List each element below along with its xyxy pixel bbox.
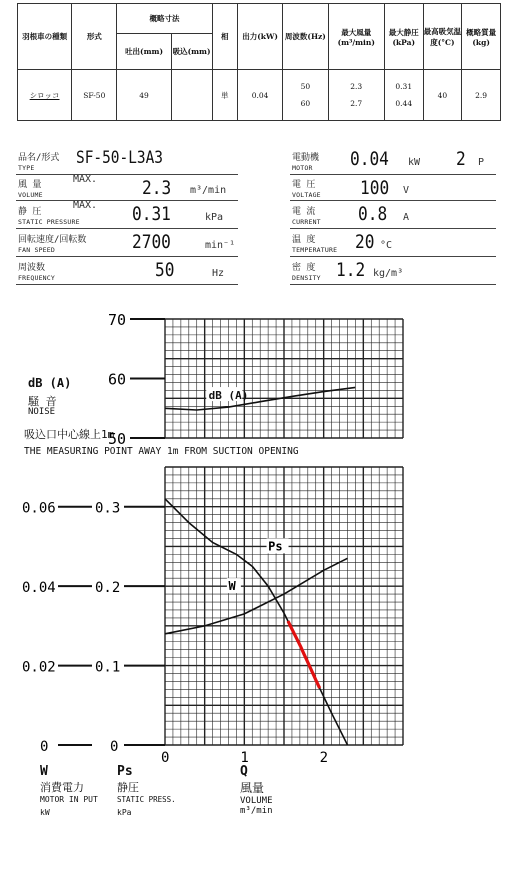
volume-unit: m³/min	[190, 185, 227, 196]
cell-phase: 単	[212, 70, 237, 121]
volume-label: 風 量 VOLUME	[18, 180, 43, 199]
noise-en-label: NOISE	[28, 407, 56, 417]
motor-poles-unit: P	[478, 157, 485, 168]
ps-curve	[165, 499, 348, 745]
header-discharge: 吐出(mm)	[117, 34, 171, 70]
db-axis-label: dB (A)	[28, 376, 72, 390]
header-output: 出力(kW)	[237, 4, 282, 70]
header-impeller-type: 羽根車の種類	[18, 4, 72, 70]
motor-label: 電動機 MOTOR	[292, 153, 320, 172]
ps-axis-legend: Ps 静圧 STATIC PRESS. kPa	[117, 764, 176, 817]
db-tick-label: 60	[108, 370, 127, 389]
w-tick-label: 0.06	[22, 500, 56, 517]
cell-impeller-type: シロッコ	[18, 70, 72, 121]
w-curve	[165, 558, 348, 634]
cell-max-intake-temp: 40	[423, 70, 462, 121]
motor-unit: kW	[408, 157, 421, 168]
noise-jp-label: 騒 音	[28, 395, 57, 408]
type-label: 品名/形式 TYPE	[18, 153, 60, 172]
cell-mass: 2.9	[462, 70, 501, 121]
cell-frequency: 50 60	[283, 70, 328, 121]
volume-max: MAX.	[73, 174, 98, 185]
fan-speed-unit: min⁻¹	[205, 240, 236, 251]
temperature-value: 20	[355, 231, 375, 253]
header-suction: 吸込(mm)	[171, 34, 212, 70]
ps-tick-label: 0.2	[95, 580, 121, 597]
static-pressure-unit: kPa	[205, 212, 224, 223]
static-pressure-max: MAX.	[73, 200, 98, 211]
current-value: 0.8	[358, 203, 388, 225]
frequency-unit: Hz	[212, 268, 225, 279]
q-tick-label: 0	[161, 750, 170, 766]
voltage-unit: V	[403, 185, 410, 196]
motor-poles: 2	[456, 148, 466, 170]
header-max-static-pressure: 最大静圧(kPa)	[384, 4, 423, 70]
ps-operating-range	[288, 621, 320, 688]
w-tick-label: 0	[40, 739, 49, 755]
db-tick-label: 50	[108, 430, 127, 448]
w-axis-legend: W 消費電力 MOTOR IN PUT kW	[40, 764, 98, 817]
performance-chart	[22, 467, 403, 766]
volume-value: 2.3	[142, 177, 172, 199]
header-frequency: 周波数(Hz)	[283, 4, 328, 70]
q-axis-legend: Q 風量 VOLUME m³/min	[240, 764, 273, 816]
current-label: 電 流 CURRENT	[292, 207, 321, 226]
cell-discharge: 49	[117, 70, 171, 121]
frequency-label: 周波数 FREQUENCY	[18, 263, 56, 282]
ps-tick-label: 0.1	[95, 659, 121, 676]
cell-max-volume: 2.3 2.7	[328, 70, 384, 121]
header-max-intake-temp: 最高吸気温度(°C)	[423, 4, 462, 70]
density-unit: kg/m³	[373, 268, 404, 279]
db-tick-label: 70	[108, 311, 127, 329]
temperature-label: 温 度 TEMPERATURE	[292, 235, 338, 254]
w-tick-label: 0.04	[22, 580, 56, 597]
static-pressure-value: 0.31	[132, 203, 171, 225]
cell-model: SF-50	[72, 70, 117, 121]
temperature-unit: °C	[380, 240, 393, 251]
w-series-label: W	[228, 579, 236, 594]
header-phase: 相	[212, 4, 237, 70]
measure-note-en: THE MEASURING POINT AWAY 1m FROM SUCTION OPENING	[24, 446, 299, 457]
ps-tick-label: 0.3	[95, 500, 121, 517]
header-max-volume: 最大風量(m³/min)	[328, 4, 384, 70]
q-tick-label: 2	[319, 750, 329, 766]
density-label: 密 度 DENSITY	[292, 263, 321, 282]
header-dimensions: 概略寸法	[117, 4, 212, 34]
header-model: 形式	[72, 4, 117, 70]
measure-note-jp: 吸込口中心線上1m	[24, 428, 115, 441]
db-series-label: dB (A)	[208, 389, 249, 403]
q-tick-label: 1	[240, 750, 249, 766]
voltage-value: 100	[360, 177, 390, 199]
fan-speed-value: 2700	[132, 231, 171, 253]
voltage-label: 電 圧 VOLTAGE	[292, 180, 321, 199]
motor-value: 0.04	[350, 148, 389, 170]
fan-speed-label: 回転速度/回転数 FAN SPEED	[18, 235, 87, 254]
density-value: 1.2	[336, 259, 366, 281]
type-value: SF-50-L3A3	[76, 148, 164, 168]
frequency-value: 50	[155, 259, 175, 281]
ps-series-label: Ps	[268, 539, 283, 554]
static-pressure-label: 静 圧 STATIC PRESSURE	[18, 207, 80, 226]
ps-tick-label: 0	[110, 739, 119, 755]
current-unit: A	[403, 212, 410, 223]
cell-max-static-pressure: 0.31 0.44	[384, 70, 423, 121]
noise-chart	[108, 311, 403, 448]
cell-output: 0.04	[237, 70, 282, 121]
header-mass: 概略質量(kg)	[462, 4, 501, 70]
w-tick-label: 0.02	[22, 659, 56, 676]
